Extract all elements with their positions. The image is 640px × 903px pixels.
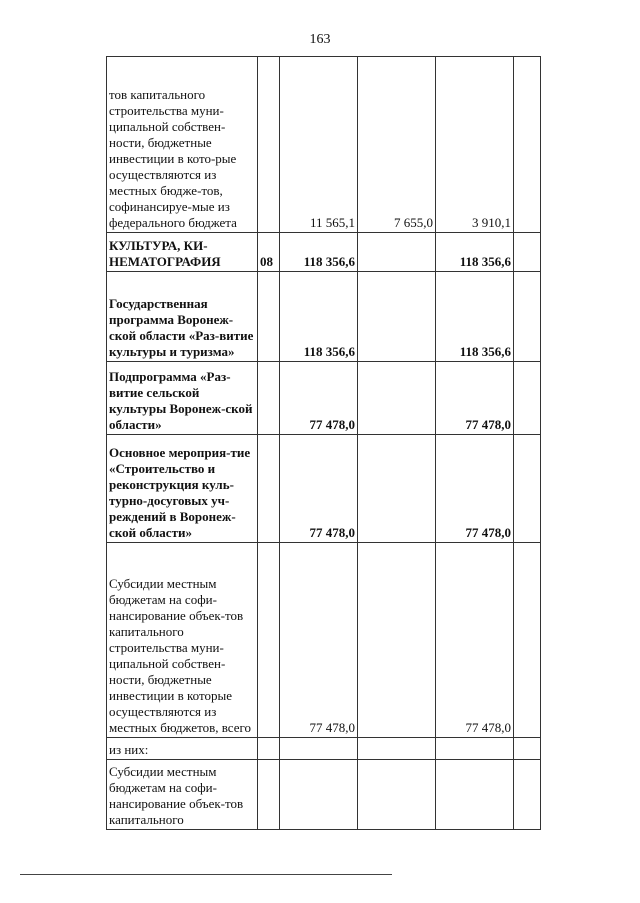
value-total [280, 760, 358, 830]
value-federal [358, 233, 436, 272]
value-regional: 77 478,0 [436, 362, 514, 435]
section-code [258, 760, 280, 830]
row-name: Подпрограмма «Раз-витие сельской культуры Воронеж-ской области» [107, 362, 258, 435]
value-total: 118 356,6 [280, 233, 358, 272]
row-name: Субсидии местным бюджетам на софи-нансирование объек-тов капитального строительства муни-ципальной собствен-ности, бюджетные инвестиции в которые осуществляются из местных бюджетов, всего [107, 543, 258, 738]
value-other [514, 362, 541, 435]
value-total: 77 478,0 [280, 435, 358, 543]
footer-divider [20, 874, 392, 875]
section-code [258, 272, 280, 362]
table-row [107, 57, 541, 233]
value-total: 77 478,0 [280, 362, 358, 435]
value-regional: 118 356,6 [436, 272, 514, 362]
table-row [107, 738, 541, 760]
value-total [280, 738, 358, 760]
row-name: из них: [107, 738, 258, 760]
section-code [258, 362, 280, 435]
value-other [514, 760, 541, 830]
row-name: КУЛЬТУРА, КИ-НЕМАТОГРАФИЯ [107, 233, 258, 272]
section-code: 08 [258, 233, 280, 272]
value-federal [358, 362, 436, 435]
section-code [258, 435, 280, 543]
row-name: Государственная программа Воронеж-ской области «Раз-витие культуры и туризма» [107, 272, 258, 362]
table-row [107, 435, 541, 543]
table-row [107, 760, 541, 830]
row-name: тов капитального строительства муни-ципальной собствен-ности, бюджетные инвестиции в кото-рые осуществляются из местных бюдже-тов, софинансируе-мые из федерального бюджета [107, 57, 258, 233]
table-row [107, 233, 541, 272]
table-row [107, 362, 541, 435]
row-name: Субсидии местным бюджетам на софи-нансирование объек-тов капитального [107, 760, 258, 830]
value-federal [358, 738, 436, 760]
value-regional [436, 738, 514, 760]
value-other [514, 543, 541, 738]
budget-table [106, 56, 541, 830]
value-other [514, 738, 541, 760]
section-code [258, 57, 280, 233]
value-federal [358, 435, 436, 543]
value-other [514, 57, 541, 233]
value-regional: 77 478,0 [436, 435, 514, 543]
value-other [514, 272, 541, 362]
page-number: 163 [309, 32, 331, 47]
value-federal: 7 655,0 [358, 57, 436, 233]
section-code [258, 738, 280, 760]
value-total: 11 565,1 [280, 57, 358, 233]
value-other [514, 233, 541, 272]
value-total: 118 356,6 [280, 272, 358, 362]
value-federal [358, 760, 436, 830]
table-row [107, 543, 541, 738]
value-federal [358, 272, 436, 362]
table-row [107, 272, 541, 362]
value-regional: 77 478,0 [436, 543, 514, 738]
value-regional [436, 760, 514, 830]
value-total: 77 478,0 [280, 543, 358, 738]
value-regional: 3 910,1 [436, 57, 514, 233]
value-other [514, 435, 541, 543]
value-federal [358, 543, 436, 738]
row-name: Основное мероприя-тие «Строительство и реконструкция куль-турно-досуговых уч-реждений в Воронеж-ской области» [107, 435, 258, 543]
value-regional: 118 356,6 [436, 233, 514, 272]
section-code [258, 543, 280, 738]
